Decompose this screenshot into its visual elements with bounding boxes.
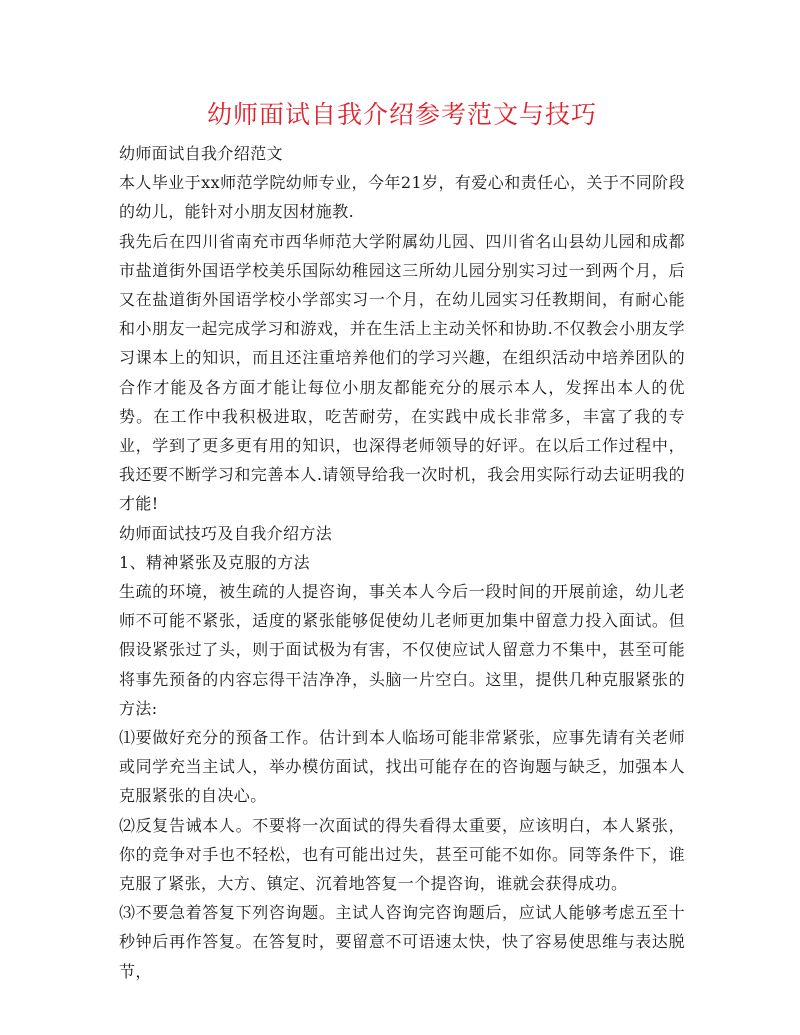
document-title: 幼师面试自我介绍参考范文与技巧 (206, 100, 597, 129)
document-page (119, 98, 685, 986)
list-item-2: ⑵反复告诫本人。不要将一次面试的得失看得太重要，应该明白，本人紧张，你的竞争对手也不轻松，也有可能出过失，甚至可能不如你。同等条件下，谁克服了紧张，大方、镇定、沉着地答复一个提咨询，谁就会获得成功。 (119, 815, 685, 894)
list-item-3: ⑶不要急着答复下列咨询题。主试人咨询完咨询题后，应试人能够考虑五至十秒钟后再作答复。在答复时，要留意不可语速太快，快了容易使思维与表达脱节， (119, 903, 685, 981)
paragraph-nervousness: 生疏的环境，被生疏的人提咨询，事关本人今后一段时间的开展前途，幼儿老师不可能不紧张，适度的紧张能够促使幼儿老师更加集中留意力投入面试。但假设紧张过了头，则于面试极为有害，不仅使应试人留意力不集中，甚至可能将事先预备的内容忘得干洁净净，头脑一片空白。这里，提供几种克服紧张的方法: (119, 582, 685, 718)
section-heading-sample: 幼师面试自我介绍范文 (119, 144, 284, 163)
paragraph-experience: 我先后在四川省南充市西华师范大学附属幼儿园、四川省名山县幼儿园和成都市盐道街外国语学校美乐国际幼稚园这三所幼儿园分别实习过一到两个月，后又在盐道街外国语学校小学部实习一个月，在幼儿园实习任教期间，有耐心能和小朋友一起完成学习和游戏，并在生活上主动关怀和协助.不仅教会小朋友学习课本上的知识，而且还注重培养他们的学习兴趣，在组织活动中培养团队的合作才能及各方面才能让每位小朋友都能充分的展示本人，发挥出本人的优势。在工作中我积极进取，吃苦耐劳，在实践中成长非常多，丰富了我的专业，学到了更多更有用的知识，也深得老师领导的好评。在以后工作过程中，我还要不断学习和完善本人.请领导给我一次时机，我会用实际行动去证明我的才能! (119, 231, 685, 514)
section-heading-tips: 幼师面试技巧及自我介绍方法 (119, 523, 333, 543)
list-item-1: ⑴要做好充分的预备工作。估计到本人临场可能非常紧张，应事先请有关老师或同学充当主试人，举办模仿面试，找出可能存在的咨询题与缺乏，加强本人克服紧张的自决心。 (119, 728, 685, 806)
paragraph-intro: 本人毕业于xx师范学院幼师专业，今年21岁，有爱心和责任心，关于不同阶段的幼儿，能针对小朋友因材施教. (119, 173, 685, 222)
subheading-nervousness: 1、精神紧张及克服的方法 (119, 552, 310, 572)
